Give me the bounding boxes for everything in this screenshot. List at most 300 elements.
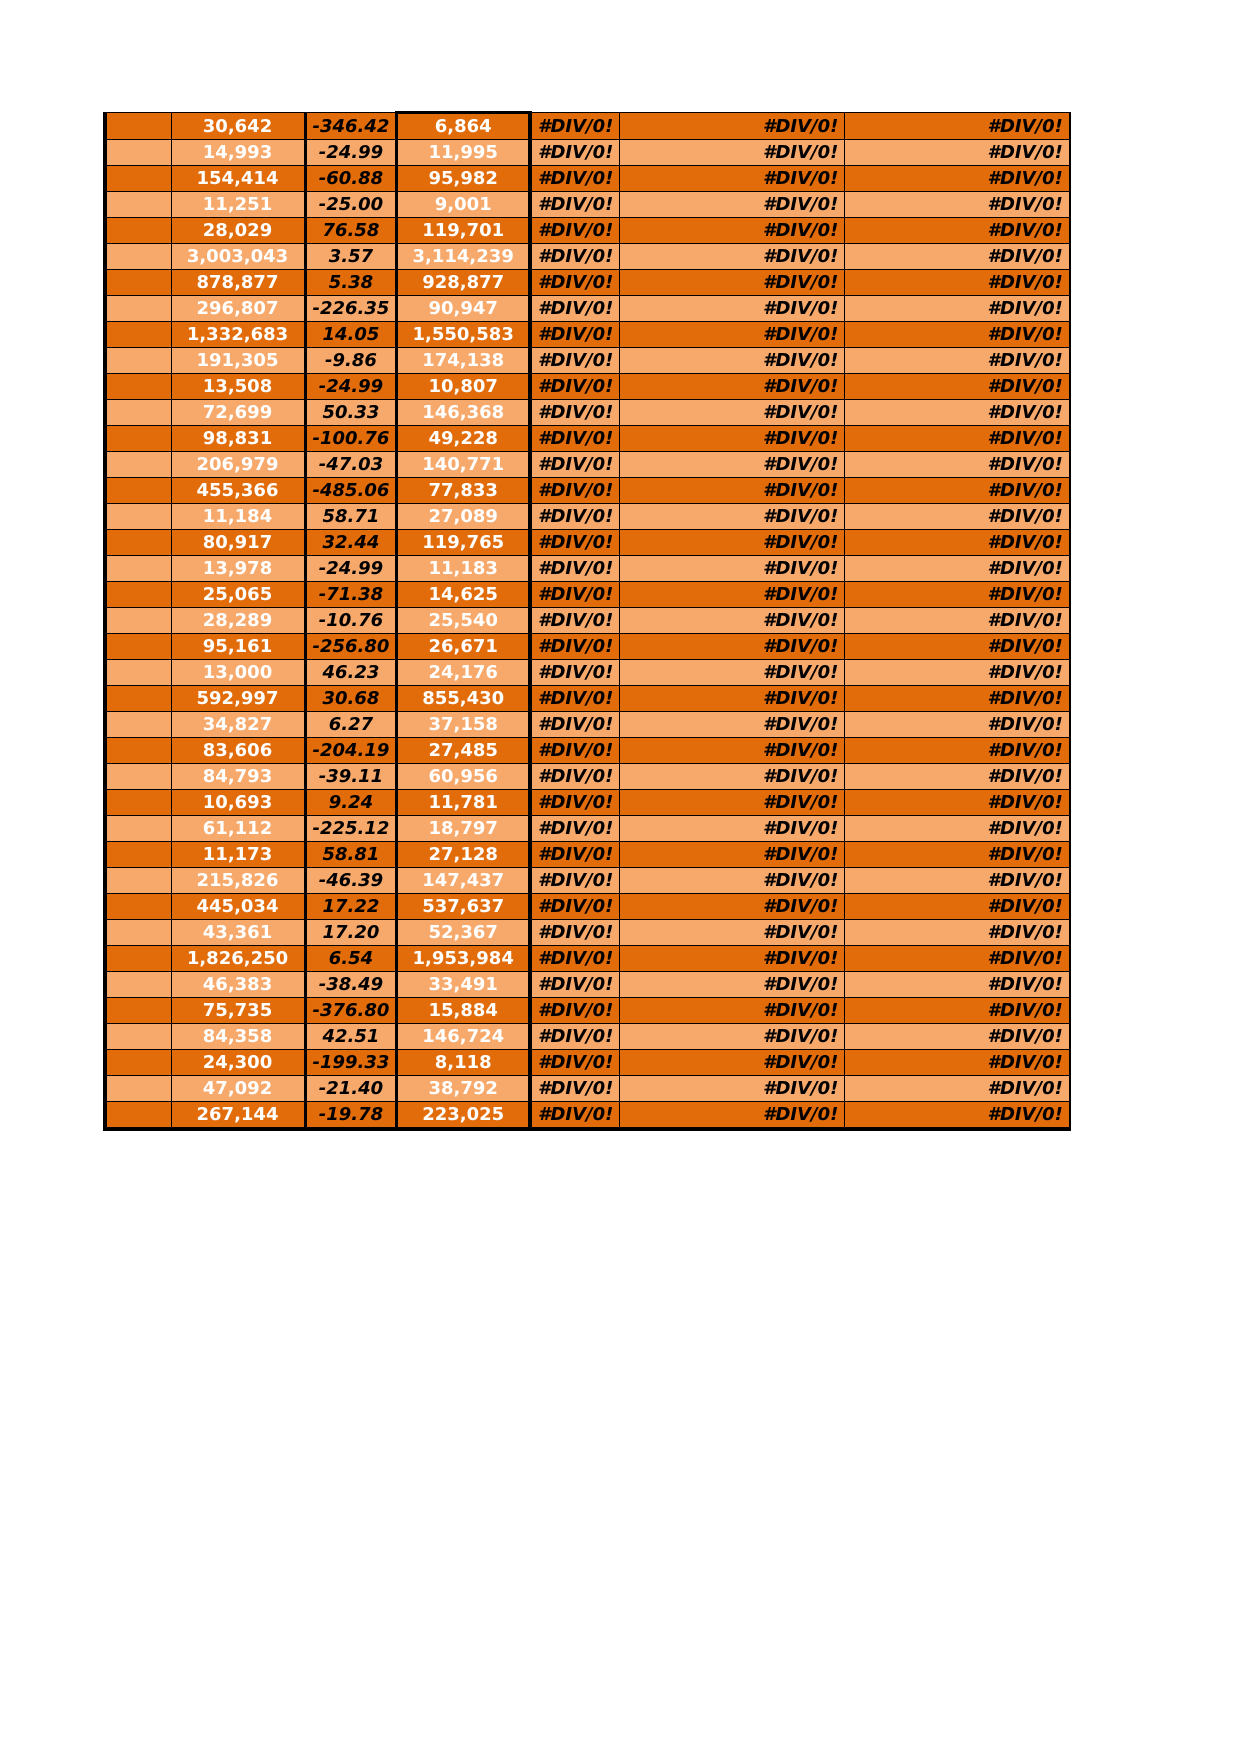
table-cell[interactable]: 13,978 [171, 556, 305, 582]
table-cell[interactable]: 28,289 [171, 608, 305, 634]
table-cell[interactable]: 11,781 [397, 790, 530, 816]
table-cell[interactable]: 75,735 [171, 998, 305, 1024]
table-cell[interactable]: #DIV/0! [530, 1102, 620, 1130]
table-cell[interactable]: #DIV/0! [845, 998, 1070, 1024]
table-cell[interactable]: 445,034 [171, 894, 305, 920]
table-cell[interactable] [105, 946, 171, 972]
table-cell[interactable]: #DIV/0! [845, 270, 1070, 296]
table-cell[interactable] [105, 140, 171, 166]
table-cell[interactable]: #DIV/0! [530, 582, 620, 608]
table-cell[interactable]: 119,701 [397, 218, 530, 244]
table-cell[interactable]: #DIV/0! [845, 972, 1070, 998]
table-cell[interactable]: 61,112 [171, 816, 305, 842]
table-cell[interactable]: #DIV/0! [620, 972, 845, 998]
table-cell[interactable]: #DIV/0! [530, 244, 620, 270]
table-cell[interactable] [105, 192, 171, 218]
table-cell[interactable]: #DIV/0! [530, 400, 620, 426]
table-cell[interactable]: 6.54 [305, 946, 397, 972]
table-cell[interactable]: #DIV/0! [845, 556, 1070, 582]
table-cell[interactable]: 43,361 [171, 920, 305, 946]
table-cell[interactable]: 90,947 [397, 296, 530, 322]
table-cell[interactable]: #DIV/0! [530, 868, 620, 894]
table-cell[interactable]: 140,771 [397, 452, 530, 478]
table-cell[interactable]: 24,176 [397, 660, 530, 686]
table-cell[interactable]: 24,300 [171, 1050, 305, 1076]
table-cell[interactable]: 8,118 [397, 1050, 530, 1076]
table-cell[interactable]: 27,089 [397, 504, 530, 530]
table-cell[interactable]: 855,430 [397, 686, 530, 712]
table-cell[interactable]: #DIV/0! [620, 270, 845, 296]
table-cell[interactable]: -71.38 [305, 582, 397, 608]
table-cell[interactable]: #DIV/0! [530, 946, 620, 972]
table-cell[interactable]: #DIV/0! [530, 686, 620, 712]
table-cell[interactable] [105, 686, 171, 712]
table-cell[interactable]: 28,029 [171, 218, 305, 244]
table-cell[interactable]: #DIV/0! [845, 166, 1070, 192]
table-cell[interactable] [105, 894, 171, 920]
table-cell[interactable]: #DIV/0! [530, 218, 620, 244]
table-cell[interactable]: 1,550,583 [397, 322, 530, 348]
table-cell[interactable]: #DIV/0! [845, 634, 1070, 660]
table-cell[interactable] [105, 920, 171, 946]
table-cell[interactable] [105, 764, 171, 790]
table-cell[interactable]: 30,642 [171, 113, 305, 140]
table-cell[interactable]: #DIV/0! [530, 192, 620, 218]
table-cell[interactable]: 14,625 [397, 582, 530, 608]
table-cell[interactable]: -60.88 [305, 166, 397, 192]
table-cell[interactable]: 50.33 [305, 400, 397, 426]
table-cell[interactable]: -39.11 [305, 764, 397, 790]
table-row [105, 166, 1070, 192]
table-row [105, 712, 1070, 738]
table-cell[interactable]: 11,183 [397, 556, 530, 582]
table-cell[interactable]: 1,826,250 [171, 946, 305, 972]
table-cell[interactable]: #DIV/0! [845, 686, 1070, 712]
table-row [105, 946, 1070, 972]
table-cell[interactable]: 1,332,683 [171, 322, 305, 348]
table-cell[interactable]: 58.71 [305, 504, 397, 530]
table-cell[interactable]: #DIV/0! [845, 452, 1070, 478]
table-cell[interactable] [105, 452, 171, 478]
table-cell[interactable]: 83,606 [171, 738, 305, 764]
table-cell[interactable]: #DIV/0! [845, 348, 1070, 374]
table-cell[interactable] [105, 374, 171, 400]
table-cell[interactable]: #DIV/0! [845, 1024, 1070, 1050]
table-cell[interactable]: #DIV/0! [620, 140, 845, 166]
table-cell[interactable]: #DIV/0! [530, 348, 620, 374]
table-cell[interactable]: 592,997 [171, 686, 305, 712]
table-row [105, 972, 1070, 998]
table-cell[interactable]: 25,540 [397, 608, 530, 634]
table-cell[interactable]: #DIV/0! [620, 946, 845, 972]
table-cell[interactable] [105, 478, 171, 504]
table-body [105, 113, 1070, 1130]
table-cell[interactable]: 154,414 [171, 166, 305, 192]
table-row [105, 426, 1070, 452]
table-cell[interactable] [105, 608, 171, 634]
table-cell[interactable]: 6.27 [305, 712, 397, 738]
table-cell[interactable]: 296,807 [171, 296, 305, 322]
table-cell[interactable]: #DIV/0! [620, 192, 845, 218]
table-cell[interactable]: -19.78 [305, 1102, 397, 1130]
table-cell[interactable] [105, 244, 171, 270]
table-row [105, 816, 1070, 842]
table-cell[interactable]: #DIV/0! [530, 374, 620, 400]
table-cell[interactable]: #DIV/0! [530, 1050, 620, 1076]
table-cell[interactable] [105, 998, 171, 1024]
table-cell[interactable]: #DIV/0! [620, 894, 845, 920]
table-cell[interactable]: #DIV/0! [845, 1050, 1070, 1076]
table-cell[interactable]: #DIV/0! [845, 764, 1070, 790]
table-cell[interactable]: 15,884 [397, 998, 530, 1024]
table-cell[interactable]: 174,138 [397, 348, 530, 374]
table-row [105, 842, 1070, 868]
table-cell[interactable]: #DIV/0! [845, 738, 1070, 764]
table-cell[interactable] [105, 1102, 171, 1130]
table-cell[interactable]: #DIV/0! [530, 738, 620, 764]
table-cell[interactable]: 878,877 [171, 270, 305, 296]
table-cell[interactable]: #DIV/0! [530, 816, 620, 842]
table-cell[interactable] [105, 1024, 171, 1050]
table-cell[interactable]: -226.35 [305, 296, 397, 322]
table-cell[interactable]: -225.12 [305, 816, 397, 842]
table-cell[interactable]: 37,158 [397, 712, 530, 738]
table-cell[interactable]: #DIV/0! [845, 530, 1070, 556]
table-cell[interactable]: 215,826 [171, 868, 305, 894]
table-cell[interactable]: -256.80 [305, 634, 397, 660]
table-cell[interactable]: #DIV/0! [620, 244, 845, 270]
table-cell[interactable]: #DIV/0! [845, 374, 1070, 400]
table-cell[interactable]: #DIV/0! [845, 1076, 1070, 1102]
table-cell[interactable]: #DIV/0! [845, 322, 1070, 348]
table-cell[interactable] [105, 634, 171, 660]
table-cell[interactable] [105, 660, 171, 686]
table-cell[interactable]: 119,765 [397, 530, 530, 556]
table-cell[interactable] [105, 348, 171, 374]
table-cell[interactable]: 928,877 [397, 270, 530, 296]
table-row [105, 270, 1070, 296]
table-cell[interactable]: #DIV/0! [530, 296, 620, 322]
table-cell[interactable]: 38,792 [397, 1076, 530, 1102]
table-cell[interactable] [105, 400, 171, 426]
table-cell[interactable]: 33,491 [397, 972, 530, 998]
table-cell[interactable]: 14,993 [171, 140, 305, 166]
table-cell[interactable]: 3,003,043 [171, 244, 305, 270]
table-cell[interactable]: #DIV/0! [620, 348, 845, 374]
table-cell[interactable]: -47.03 [305, 452, 397, 478]
table-cell[interactable]: #DIV/0! [530, 556, 620, 582]
table-cell[interactable]: 60,956 [397, 764, 530, 790]
table-row [105, 478, 1070, 504]
table-cell[interactable]: 17.22 [305, 894, 397, 920]
table-cell[interactable]: 80,917 [171, 530, 305, 556]
table-cell[interactable]: 191,305 [171, 348, 305, 374]
table-cell[interactable]: 46,383 [171, 972, 305, 998]
table-cell[interactable]: #DIV/0! [845, 504, 1070, 530]
table-cell[interactable]: 11,251 [171, 192, 305, 218]
table-cell[interactable]: 223,025 [397, 1102, 530, 1130]
table-cell[interactable] [105, 556, 171, 582]
table-cell[interactable]: 11,184 [171, 504, 305, 530]
table-cell[interactable]: #DIV/0! [845, 218, 1070, 244]
table-cell[interactable]: -21.40 [305, 1076, 397, 1102]
table-cell[interactable]: 34,827 [171, 712, 305, 738]
table-cell[interactable]: 9,001 [397, 192, 530, 218]
table-row [105, 582, 1070, 608]
table-cell[interactable]: 52,367 [397, 920, 530, 946]
table-cell[interactable]: #DIV/0! [620, 1102, 845, 1130]
table-cell[interactable] [105, 972, 171, 998]
table-cell[interactable] [105, 712, 171, 738]
table-cell[interactable]: 30.68 [305, 686, 397, 712]
table-cell[interactable]: #DIV/0! [530, 1076, 620, 1102]
table-cell[interactable]: #DIV/0! [620, 1050, 845, 1076]
table-cell[interactable]: #DIV/0! [620, 738, 845, 764]
table-row [105, 322, 1070, 348]
table-cell[interactable]: -24.99 [305, 374, 397, 400]
table-cell[interactable]: 72,699 [171, 400, 305, 426]
table-cell[interactable]: 3.57 [305, 244, 397, 270]
table-cell[interactable]: 6,864 [397, 113, 530, 140]
table-cell[interactable]: 13,508 [171, 374, 305, 400]
table-cell[interactable]: 5.38 [305, 270, 397, 296]
table-cell[interactable]: #DIV/0! [845, 894, 1070, 920]
table-cell[interactable]: 11,173 [171, 842, 305, 868]
table-cell[interactable]: 11,995 [397, 140, 530, 166]
table-cell[interactable]: 267,144 [171, 1102, 305, 1130]
table-cell[interactable]: #DIV/0! [845, 660, 1070, 686]
table-cell[interactable] [105, 426, 171, 452]
table-cell[interactable]: #DIV/0! [530, 920, 620, 946]
table-cell[interactable]: 95,982 [397, 166, 530, 192]
table-row [105, 113, 1070, 140]
table-cell[interactable]: 76.58 [305, 218, 397, 244]
table-cell[interactable]: #DIV/0! [620, 218, 845, 244]
table-cell[interactable]: 25,065 [171, 582, 305, 608]
table-cell[interactable]: #DIV/0! [530, 322, 620, 348]
table-cell[interactable]: -25.00 [305, 192, 397, 218]
table-cell[interactable]: #DIV/0! [845, 192, 1070, 218]
table-cell[interactable]: #DIV/0! [530, 166, 620, 192]
table-cell[interactable]: -485.06 [305, 478, 397, 504]
table-cell[interactable]: 14.05 [305, 322, 397, 348]
table-cell[interactable]: #DIV/0! [530, 790, 620, 816]
table-cell[interactable]: #DIV/0! [620, 816, 845, 842]
table-cell[interactable]: #DIV/0! [620, 790, 845, 816]
table-cell[interactable] [105, 322, 171, 348]
table-cell[interactable] [105, 842, 171, 868]
table-cell[interactable]: 1,953,984 [397, 946, 530, 972]
table-row [105, 1024, 1070, 1050]
table-cell[interactable]: #DIV/0! [845, 868, 1070, 894]
table-row [105, 218, 1070, 244]
table-cell[interactable]: #DIV/0! [620, 530, 845, 556]
table-cell[interactable] [105, 296, 171, 322]
table-cell[interactable]: 27,128 [397, 842, 530, 868]
table-cell[interactable]: #DIV/0! [845, 400, 1070, 426]
table-cell[interactable]: #DIV/0! [620, 920, 845, 946]
table-cell[interactable]: 18,797 [397, 816, 530, 842]
table-cell[interactable]: #DIV/0! [530, 712, 620, 738]
table-cell[interactable]: #DIV/0! [845, 296, 1070, 322]
table-cell[interactable]: -346.42 [305, 113, 397, 140]
table-cell[interactable]: #DIV/0! [620, 634, 845, 660]
table-cell[interactable]: #DIV/0! [620, 296, 845, 322]
table-cell[interactable] [105, 504, 171, 530]
table-cell[interactable]: 17.20 [305, 920, 397, 946]
table-row [105, 608, 1070, 634]
table-cell[interactable]: -376.80 [305, 998, 397, 1024]
table-row [105, 244, 1070, 270]
table-cell[interactable]: #DIV/0! [845, 426, 1070, 452]
table-row [105, 868, 1070, 894]
table-cell[interactable]: #DIV/0! [530, 1024, 620, 1050]
table-cell[interactable]: #DIV/0! [530, 972, 620, 998]
table-cell[interactable]: 77,833 [397, 478, 530, 504]
table-cell[interactable]: 26,671 [397, 634, 530, 660]
table-cell[interactable]: #DIV/0! [845, 478, 1070, 504]
table-cell[interactable]: 84,793 [171, 764, 305, 790]
table-cell[interactable]: 10,807 [397, 374, 530, 400]
table-cell[interactable]: -204.19 [305, 738, 397, 764]
table-row [105, 504, 1070, 530]
table-cell[interactable]: -9.86 [305, 348, 397, 374]
table-cell[interactable]: #DIV/0! [620, 166, 845, 192]
table-cell[interactable]: -46.39 [305, 868, 397, 894]
table-cell[interactable] [105, 1076, 171, 1102]
table-cell[interactable]: 58.81 [305, 842, 397, 868]
table-row [105, 686, 1070, 712]
table-cell[interactable]: #DIV/0! [620, 374, 845, 400]
table-cell[interactable]: #DIV/0! [620, 322, 845, 348]
table-cell[interactable]: -199.33 [305, 1050, 397, 1076]
table-cell[interactable]: 49,228 [397, 426, 530, 452]
table-cell[interactable]: 455,366 [171, 478, 305, 504]
table-row [105, 374, 1070, 400]
table-cell[interactable]: #DIV/0! [530, 452, 620, 478]
table-cell[interactable]: 9.24 [305, 790, 397, 816]
table-cell[interactable]: #DIV/0! [530, 113, 620, 140]
table-cell[interactable]: #DIV/0! [530, 894, 620, 920]
table-cell[interactable]: #DIV/0! [845, 140, 1070, 166]
table-cell[interactable]: #DIV/0! [845, 712, 1070, 738]
table-cell[interactable]: #DIV/0! [530, 660, 620, 686]
table-cell[interactable]: #DIV/0! [530, 478, 620, 504]
table-cell[interactable]: 3,114,239 [397, 244, 530, 270]
table-row [105, 1076, 1070, 1102]
table-cell[interactable]: #DIV/0! [845, 113, 1070, 140]
table-cell[interactable]: #DIV/0! [845, 1102, 1070, 1130]
table-cell[interactable]: #DIV/0! [845, 816, 1070, 842]
table-cell[interactable]: #DIV/0! [620, 998, 845, 1024]
table-cell[interactable]: #DIV/0! [620, 842, 845, 868]
table-cell[interactable]: #DIV/0! [845, 608, 1070, 634]
table-cell[interactable]: 84,358 [171, 1024, 305, 1050]
table-cell[interactable]: 206,979 [171, 452, 305, 478]
table-cell[interactable] [105, 1050, 171, 1076]
table-cell[interactable]: #DIV/0! [530, 842, 620, 868]
table-cell[interactable] [105, 582, 171, 608]
table-cell[interactable]: #DIV/0! [530, 764, 620, 790]
table-cell[interactable]: 146,368 [397, 400, 530, 426]
table-cell[interactable]: #DIV/0! [530, 608, 620, 634]
table-cell[interactable]: #DIV/0! [530, 270, 620, 296]
table-cell[interactable]: #DIV/0! [530, 634, 620, 660]
table-cell[interactable]: #DIV/0! [620, 400, 845, 426]
table-cell[interactable] [105, 868, 171, 894]
table-row [105, 530, 1070, 556]
table-cell[interactable] [105, 816, 171, 842]
table-cell[interactable]: #DIV/0! [620, 712, 845, 738]
table-cell[interactable]: #DIV/0! [620, 1076, 845, 1102]
table-cell[interactable]: -24.99 [305, 556, 397, 582]
table-cell[interactable]: #DIV/0! [620, 504, 845, 530]
table-cell[interactable]: -10.76 [305, 608, 397, 634]
table-cell[interactable]: #DIV/0! [620, 556, 845, 582]
table-cell[interactable]: 32.44 [305, 530, 397, 556]
table-cell[interactable]: 47,092 [171, 1076, 305, 1102]
table-cell[interactable] [105, 218, 171, 244]
table-cell[interactable]: -38.49 [305, 972, 397, 998]
table-cell[interactable]: #DIV/0! [530, 140, 620, 166]
table-cell[interactable]: #DIV/0! [530, 998, 620, 1024]
table-cell[interactable] [105, 166, 171, 192]
table-cell[interactable]: #DIV/0! [620, 426, 845, 452]
table-cell[interactable] [105, 530, 171, 556]
table-cell[interactable]: 27,485 [397, 738, 530, 764]
table-cell[interactable]: 95,161 [171, 634, 305, 660]
table-cell[interactable]: #DIV/0! [620, 660, 845, 686]
table-cell[interactable]: #DIV/0! [620, 452, 845, 478]
table-cell[interactable]: #DIV/0! [620, 582, 845, 608]
table-row [105, 452, 1070, 478]
table-cell[interactable]: 537,637 [397, 894, 530, 920]
table-row [105, 1102, 1070, 1130]
table-cell[interactable]: #DIV/0! [620, 1024, 845, 1050]
table-cell[interactable] [105, 270, 171, 296]
table-cell[interactable]: 13,000 [171, 660, 305, 686]
table-cell[interactable]: #DIV/0! [620, 478, 845, 504]
table-cell[interactable]: #DIV/0! [845, 582, 1070, 608]
table-cell[interactable]: #DIV/0! [620, 868, 845, 894]
table-cell[interactable]: 98,831 [171, 426, 305, 452]
table-cell[interactable]: 10,693 [171, 790, 305, 816]
table-cell[interactable] [105, 790, 171, 816]
table-cell[interactable]: -24.99 [305, 140, 397, 166]
table-row [105, 738, 1070, 764]
table-cell[interactable]: #DIV/0! [620, 113, 845, 140]
table-cell[interactable]: #DIV/0! [620, 608, 845, 634]
table-cell[interactable]: #DIV/0! [530, 426, 620, 452]
table-cell[interactable]: #DIV/0! [845, 920, 1070, 946]
table-cell[interactable]: #DIV/0! [620, 764, 845, 790]
table-cell[interactable] [105, 113, 171, 140]
table-cell[interactable]: 147,437 [397, 868, 530, 894]
table-cell[interactable]: 146,724 [397, 1024, 530, 1050]
table-cell[interactable]: #DIV/0! [530, 504, 620, 530]
table-cell[interactable]: 46.23 [305, 660, 397, 686]
table-row [105, 894, 1070, 920]
table-cell[interactable]: #DIV/0! [845, 842, 1070, 868]
table-cell[interactable] [105, 738, 171, 764]
table-cell[interactable]: -100.76 [305, 426, 397, 452]
table-cell[interactable]: #DIV/0! [845, 790, 1070, 816]
table-cell[interactable]: #DIV/0! [530, 530, 620, 556]
table-cell[interactable]: #DIV/0! [620, 686, 845, 712]
table-cell[interactable]: #DIV/0! [845, 946, 1070, 972]
table-cell[interactable]: #DIV/0! [845, 244, 1070, 270]
table-cell[interactable]: 42.51 [305, 1024, 397, 1050]
